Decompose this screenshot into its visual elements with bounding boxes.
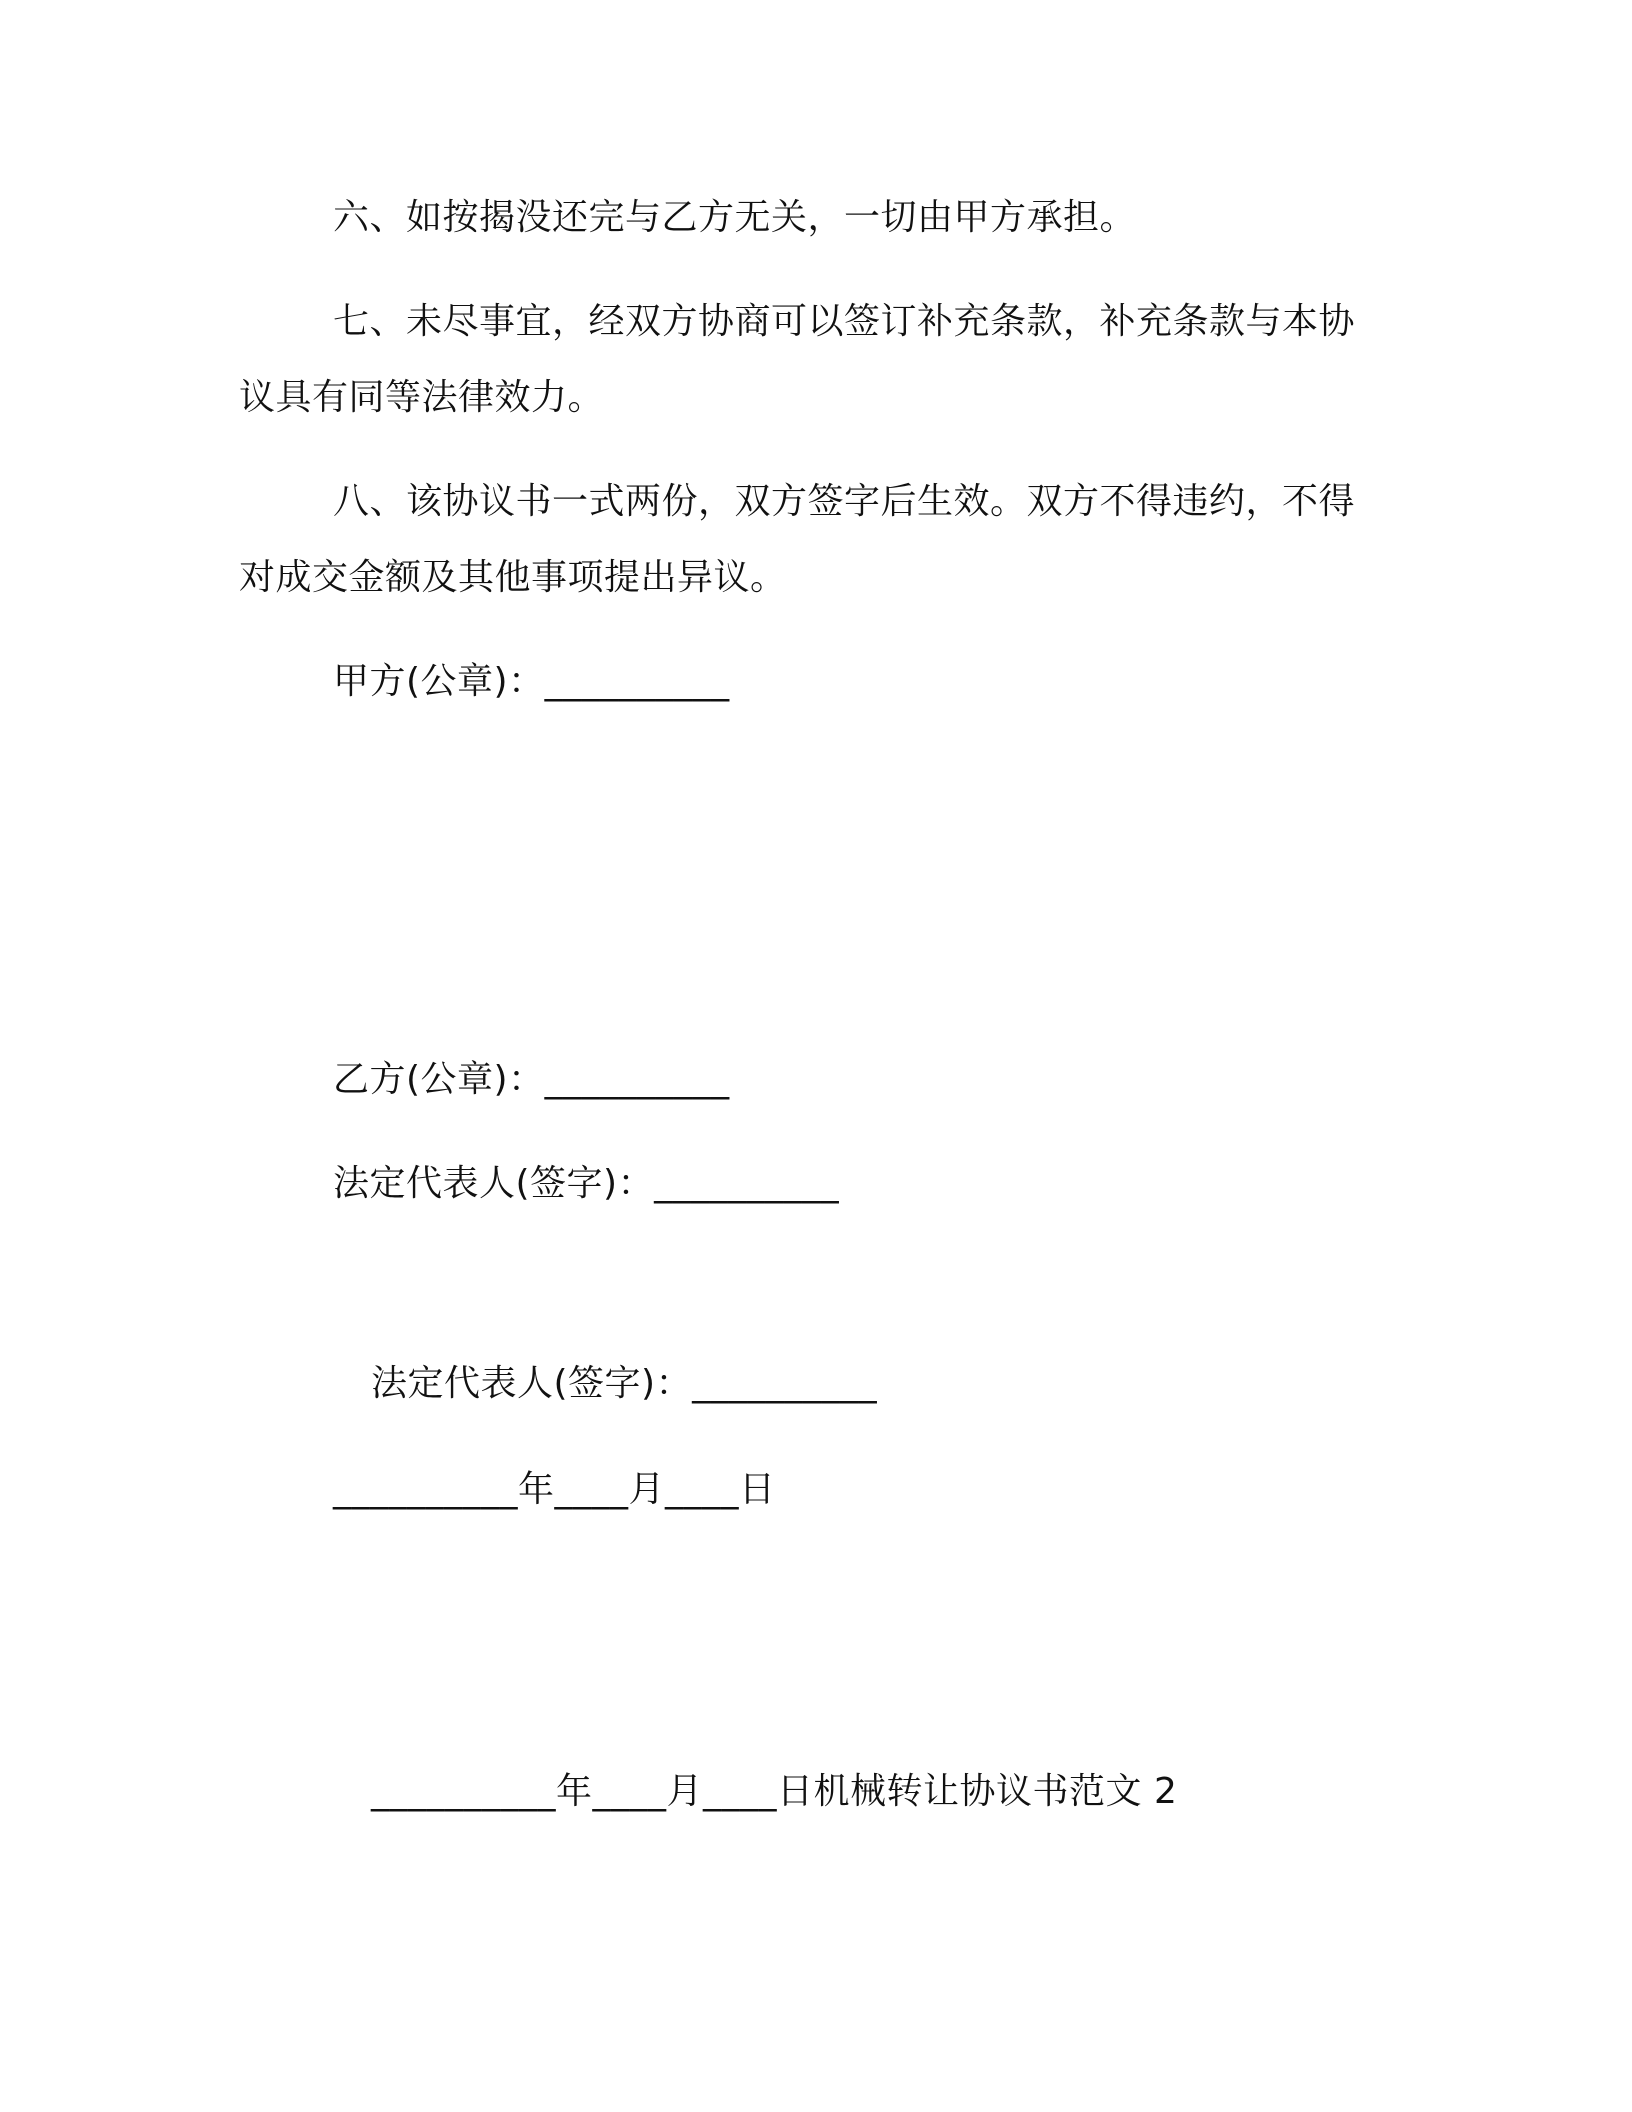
- clause-6: 六、如按揭没还完与乙方无关，一切由甲方承担。: [333, 197, 1137, 238]
- date-line: __________年____月____日: [333, 1469, 776, 1510]
- legal-representative-signature-2: 法定代表人(签字)：__________: [371, 1363, 878, 1404]
- legal-representative-signature-1: 法定代表人(签字)：__________: [333, 1163, 840, 1204]
- next-document-title: __________年____月____日机械转让协议书范文 2: [371, 1771, 1178, 1812]
- clause-7-line-2: 议具有同等法律效力。: [239, 377, 605, 418]
- clause-7-line-1: 七、未尽事宜，经双方协商可以签订补充条款，补充条款与本协: [333, 301, 1356, 342]
- clause-8-line-1: 八、该协议书一式两份，双方签字后生效。双方不得违约，不得: [333, 481, 1356, 522]
- clause-8-line-2: 对成交金额及其他事项提出异议。: [239, 557, 787, 598]
- party-a-seal: 甲方(公章)：__________: [333, 661, 730, 702]
- party-b-seal: 乙方(公章)：__________: [333, 1059, 730, 1100]
